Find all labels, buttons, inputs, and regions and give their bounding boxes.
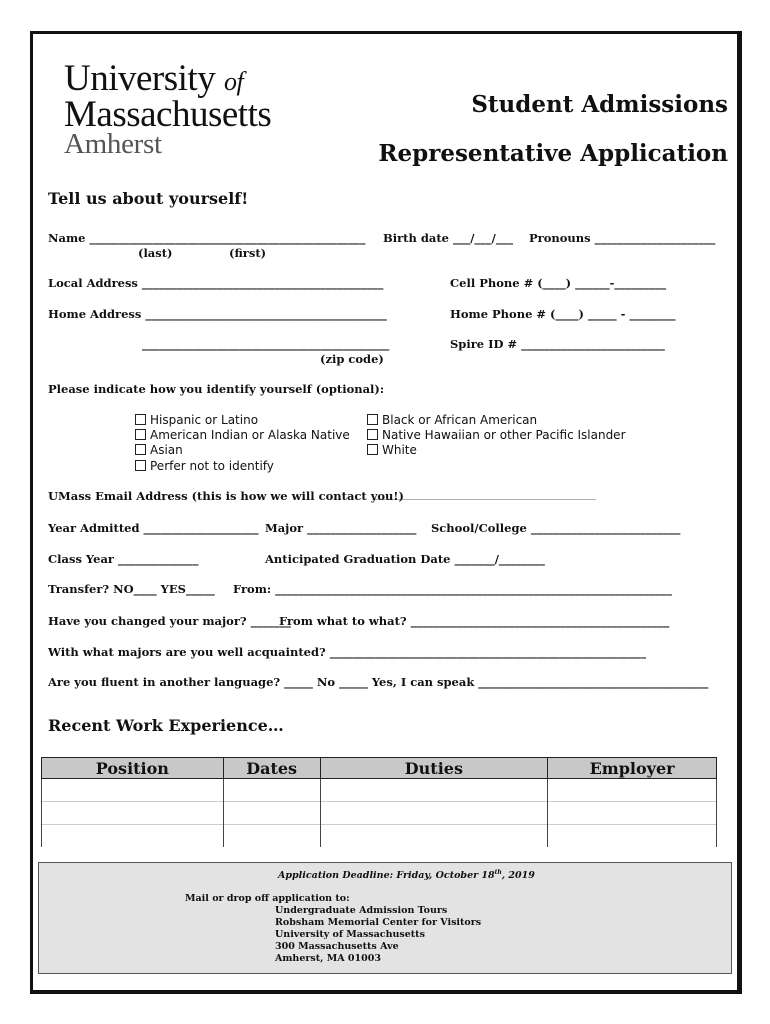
logo-university: University bbox=[64, 58, 216, 99]
deadline-text: Application Deadline: Friday, October 18th, 2019 bbox=[278, 869, 535, 882]
address-line-4: 300 Massachusetts Ave bbox=[275, 941, 399, 952]
school-college-field[interactable]: School/College __________________________ bbox=[431, 521, 681, 535]
table-row[interactable] bbox=[42, 825, 717, 848]
checkbox-icon[interactable] bbox=[367, 429, 378, 440]
table-cell[interactable] bbox=[42, 802, 224, 825]
graduation-date-field[interactable]: Anticipated Graduation Date _______/________ bbox=[265, 552, 545, 566]
table-cell[interactable] bbox=[548, 779, 717, 802]
table-header-row bbox=[42, 758, 717, 779]
checkbox-icon[interactable] bbox=[367, 444, 378, 455]
checkbox-icon[interactable] bbox=[135, 460, 146, 471]
logo-massachusetts: Massachusetts bbox=[64, 94, 272, 135]
transfer-field[interactable]: Transfer? NO____ YES_____ bbox=[48, 582, 215, 596]
email-field[interactable]: ________________________________________________________ bbox=[372, 491, 596, 500]
checkbox-icon[interactable] bbox=[135, 429, 146, 440]
title-representative-application: Representative Application bbox=[378, 140, 728, 167]
mail-instructions: Mail or drop off application to: bbox=[185, 893, 350, 904]
page-border bbox=[30, 31, 742, 994]
option-asian[interactable]: Asian bbox=[135, 443, 183, 457]
section-work-experience: Recent Work Experience… bbox=[48, 716, 284, 735]
checkbox-icon[interactable] bbox=[135, 414, 146, 425]
local-address-field[interactable]: Local Address __________________________________________ bbox=[48, 276, 384, 290]
logo-amherst: Amherst bbox=[64, 128, 162, 160]
cell-phone-field[interactable]: Cell Phone # (____) ______-_________ bbox=[450, 276, 667, 290]
table-cell[interactable] bbox=[548, 802, 717, 825]
name-first-label: (first) bbox=[229, 246, 267, 260]
language-field[interactable]: Are you fluent in another language? _____ No _____ Yes, I can speak ________________________________________ bbox=[48, 675, 709, 689]
address-line-1: Undergraduate Admission Tours bbox=[275, 905, 448, 916]
home-phone-field[interactable]: Home Phone # (____) _____ - ________ bbox=[450, 307, 676, 321]
home-address-field[interactable]: Home Address __________________________________________ bbox=[48, 307, 387, 321]
table-cell[interactable] bbox=[320, 802, 548, 825]
table-cell[interactable] bbox=[320, 779, 548, 802]
title-student-admissions: Student Admissions bbox=[471, 91, 728, 118]
table-row[interactable] bbox=[42, 779, 717, 802]
address-line-2: Robsham Memorial Center for Visitors bbox=[275, 917, 482, 928]
acquainted-majors-field[interactable]: With what majors are you well acquainted? _______________________________________________________ bbox=[48, 645, 646, 659]
header-employer: Employer bbox=[548, 758, 717, 779]
address-line-5: Amherst, MA 01003 bbox=[275, 953, 381, 964]
logo-of: of bbox=[223, 67, 244, 96]
from-what-field[interactable]: From what to what? _____________________________________________ bbox=[279, 614, 670, 628]
changed-major-field[interactable]: Have you changed your major? _______ bbox=[48, 614, 291, 628]
option-hispanic[interactable]: Hispanic or Latino bbox=[135, 413, 258, 427]
header-duties: Duties bbox=[320, 758, 548, 779]
option-white[interactable]: White bbox=[367, 443, 417, 457]
checkbox-icon[interactable] bbox=[135, 444, 146, 455]
address-line-3: University of Massachusetts bbox=[275, 929, 425, 940]
table-row[interactable] bbox=[42, 802, 717, 825]
table-cell[interactable] bbox=[42, 825, 224, 848]
zip-code-line[interactable]: ___________________________________________ bbox=[142, 337, 390, 351]
pronouns-field[interactable]: Pronouns _____________________ bbox=[529, 231, 716, 245]
option-black[interactable]: Black or African American bbox=[367, 413, 537, 427]
table-cell[interactable] bbox=[320, 825, 548, 848]
birth-date-field[interactable]: Birth date ___/___/___ bbox=[383, 231, 514, 245]
header-dates: Dates bbox=[223, 758, 320, 779]
email-label: UMass Email Address (this is how we will contact you!) bbox=[48, 489, 404, 503]
table-cell[interactable] bbox=[548, 825, 717, 848]
identify-prompt: Please indicate how you identify yourself (optional): bbox=[48, 382, 385, 396]
class-year-field[interactable]: Class Year ______________ bbox=[48, 552, 199, 566]
table-cell[interactable] bbox=[223, 825, 320, 848]
year-admitted-field[interactable]: Year Admitted ____________________ bbox=[48, 521, 259, 535]
name-last-label: (last) bbox=[138, 246, 173, 260]
header-position: Position bbox=[42, 758, 224, 779]
transfer-from-field[interactable]: From: _____________________________________________________________________ bbox=[233, 582, 672, 596]
zip-code-label: (zip code) bbox=[320, 352, 384, 366]
name-field[interactable]: Name ________________________________________________ bbox=[48, 231, 366, 245]
major-field[interactable]: Major ___________________ bbox=[265, 521, 417, 535]
table-cell[interactable] bbox=[223, 802, 320, 825]
option-prefer-not[interactable]: Perfer not to identify bbox=[135, 459, 274, 473]
spire-id-field[interactable]: Spire ID # _________________________ bbox=[450, 337, 665, 351]
option-native-hawaiian[interactable]: Native Hawaiian or other Pacific Islander bbox=[367, 428, 626, 442]
table-cell[interactable] bbox=[42, 779, 224, 802]
work-experience-table bbox=[41, 757, 717, 847]
section-about-yourself: Tell us about yourself! bbox=[48, 189, 249, 208]
checkbox-icon[interactable] bbox=[367, 414, 378, 425]
option-american-indian[interactable]: American Indian or Alaska Native bbox=[135, 428, 350, 442]
table-cell[interactable] bbox=[223, 779, 320, 802]
